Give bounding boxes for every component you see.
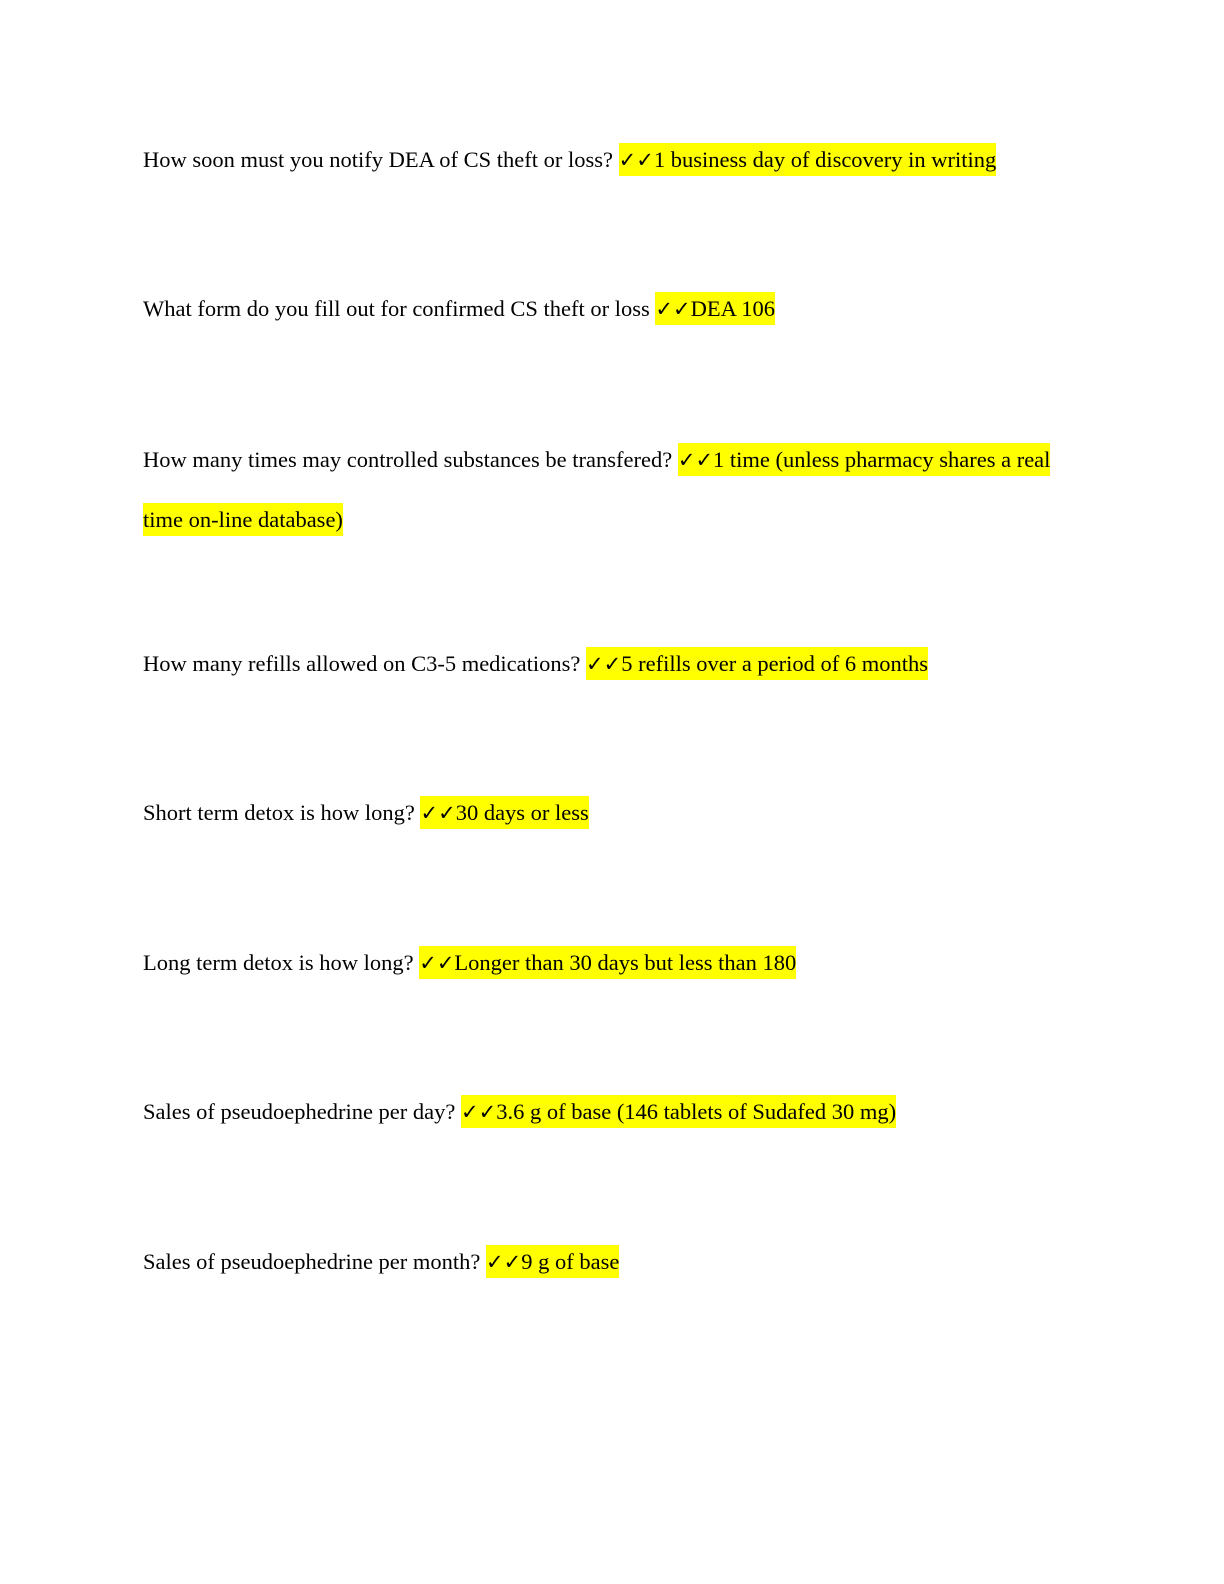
answer-text: 5 refills over a period of 6 months — [621, 651, 929, 676]
qa-item — [143, 1082, 1083, 1142]
qa-item — [143, 933, 1083, 993]
qa-item — [143, 130, 1083, 190]
question-text: Short term detox is how long? — [143, 800, 415, 825]
answer-text: 3.6 g of base (146 tablets of Sudafed 30 mg) — [496, 1099, 897, 1124]
double-check-icon: ✓✓ — [655, 297, 691, 321]
double-check-icon: ✓✓ — [677, 448, 714, 472]
answer-text: Longer than 30 days but less than 180 — [454, 950, 797, 975]
answer-text: 9 g of base — [521, 1249, 620, 1274]
qa-item — [143, 279, 1083, 339]
highlighted-answer — [586, 647, 928, 680]
qa-item — [143, 783, 1083, 843]
highlighted-answer — [419, 946, 796, 979]
answer-text: 1 time (unless pharmacy shares a real time on-line database) — [143, 447, 1051, 532]
question-text: Long term detox is how long? — [143, 950, 414, 975]
qa-item — [143, 430, 1083, 549]
highlighted-answer — [461, 1095, 896, 1128]
question-text: How many refills allowed on C3-5 medications? — [143, 651, 581, 676]
qa-item — [143, 1232, 1083, 1292]
answer-text: DEA 106 — [690, 296, 775, 321]
double-check-icon: ✓✓ — [586, 652, 622, 676]
double-check-icon: ✓✓ — [461, 1100, 497, 1124]
double-check-icon: ✓✓ — [486, 1250, 522, 1274]
answer-text: 30 days or less — [455, 800, 589, 825]
question-text: Sales of pseudoephedrine per day? — [143, 1099, 456, 1124]
qa-item — [143, 634, 1083, 694]
highlighted-answer — [420, 796, 588, 829]
double-check-icon: ✓✓ — [618, 148, 654, 172]
double-check-icon: ✓✓ — [420, 801, 456, 825]
highlighted-answer — [486, 1245, 619, 1278]
highlighted-answer — [619, 143, 997, 176]
highlighted-answer — [655, 292, 775, 325]
question-text: What form do you fill out for confirmed CS theft or loss — [143, 296, 650, 321]
double-check-icon: ✓✓ — [419, 951, 455, 975]
question-text: How soon must you notify DEA of CS theft or loss? — [143, 147, 613, 172]
answer-text: 1 business day of discovery in writing — [653, 147, 997, 172]
question-text: Sales of pseudoephedrine per month? — [143, 1249, 481, 1274]
question-text: How many times may controlled substances be transfered? — [143, 447, 673, 472]
